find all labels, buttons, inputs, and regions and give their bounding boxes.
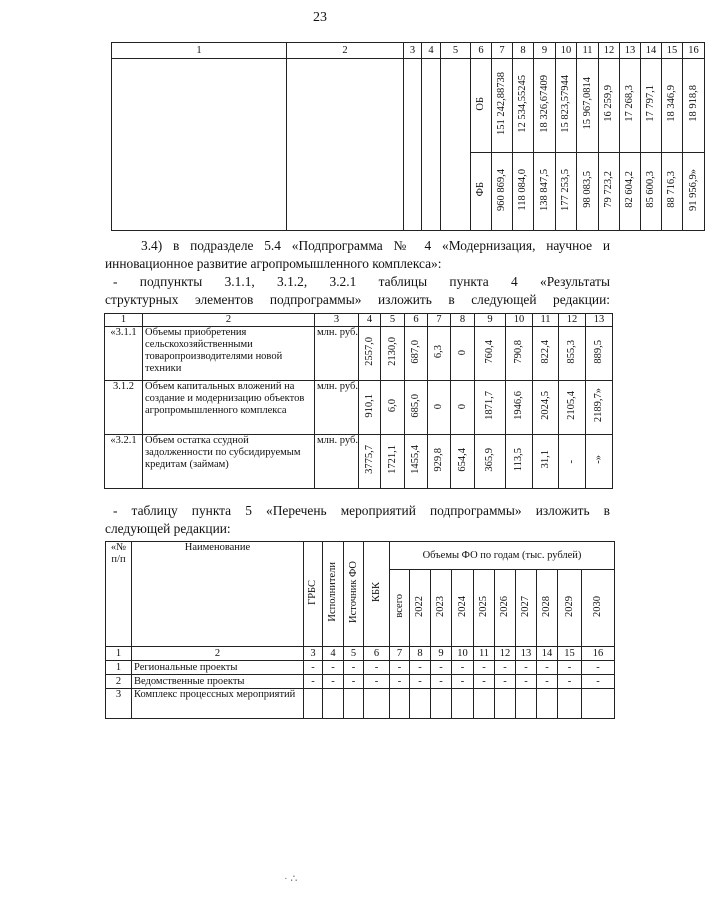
column-header: 7	[428, 314, 451, 327]
value-cell: 1455,4	[410, 445, 421, 474]
column-header: 7	[492, 43, 513, 59]
value-cell: 889,5	[593, 339, 604, 364]
column-header: 2029	[558, 570, 582, 647]
column-header: 13	[516, 647, 537, 661]
value-cell: 98 083,5	[581, 171, 593, 208]
column-header: 16	[683, 43, 705, 59]
paragraph-line: следующей редакции:	[105, 521, 231, 536]
column-header: 3	[404, 43, 422, 59]
column-header: 3	[315, 314, 359, 327]
value-cell: 177 253,5	[560, 168, 571, 211]
header-volumes: Объемы ФО по годам (тыс. рублей)	[390, 542, 615, 570]
column-header: 12	[559, 314, 586, 327]
results-table	[104, 313, 613, 489]
value-cell: 16 259,9	[603, 85, 614, 122]
row-number: «3.2.1	[105, 435, 143, 489]
value-cell: 790,8	[513, 339, 524, 364]
paragraph-line: структурных элементов подпрограммы» изложить в следующей редакции:	[105, 292, 610, 307]
table-row	[105, 435, 613, 489]
indicator-name: Объем остатка ссудной задолженности по субсидируемым кредитам (займам)	[143, 435, 315, 489]
row-number: 3.1.2	[105, 381, 143, 435]
value-cell: 79 723,2	[603, 171, 614, 208]
column-header: 14	[641, 43, 662, 59]
column-header: 8	[410, 647, 431, 661]
table-header-row	[112, 43, 705, 59]
column-header: 9	[475, 314, 506, 327]
value-cell: 85 600,3	[645, 171, 656, 208]
row-number: 2	[106, 675, 132, 689]
column-header: 4	[359, 314, 381, 327]
column-header: 9	[534, 43, 556, 59]
column-header: 6	[471, 43, 492, 59]
value-cell: 0	[456, 404, 468, 410]
value-cell: 1946,6	[513, 391, 524, 420]
header-source: Источник ФО	[347, 561, 359, 623]
column-number-row	[106, 647, 615, 661]
column-header: 4	[422, 43, 441, 59]
value-cell: 151 242,88738	[496, 72, 507, 135]
table-row	[106, 689, 615, 719]
scan-marks: · ∴	[284, 873, 298, 885]
column-header: 11	[533, 314, 559, 327]
column-header: 11	[577, 43, 599, 59]
source-cell: ОБ	[471, 59, 492, 153]
table-row	[112, 59, 705, 153]
paragraph-line: - таблицу пункта 5 «Перечень мероприятий подпрограммы» изложить в	[113, 503, 610, 518]
value-cell: 138 847,5	[538, 168, 550, 211]
value-cell: 960 869,4	[496, 168, 507, 211]
column-header: 14	[537, 647, 558, 661]
unit-cell: млн. руб.	[315, 327, 359, 381]
indicator-name: Объем капитальных вложений на создание и модернизацию объектов агропромышленного комплекса	[143, 381, 315, 435]
column-header: 9	[431, 647, 452, 661]
unit-cell: млн. руб.	[315, 435, 359, 489]
column-header: 2022	[410, 570, 431, 647]
header-name: Наименование	[132, 542, 304, 647]
column-header: 5	[381, 314, 405, 327]
value-cell: 2105,4	[566, 391, 577, 420]
table-row	[105, 381, 613, 435]
row-name: Региональные проекты	[132, 661, 304, 675]
value-cell: 2557,0	[363, 337, 375, 366]
header-kbk: КБК	[370, 581, 382, 603]
column-header: 5	[441, 43, 471, 59]
column-header: 10	[452, 647, 474, 661]
page-number: 23	[313, 10, 327, 25]
value-cell: 760,4	[484, 339, 495, 364]
column-header: 2	[132, 647, 304, 661]
column-header: 6	[405, 314, 428, 327]
header-executors: Исполнители	[327, 562, 338, 622]
value-cell: 855,3	[566, 339, 577, 364]
column-header: 7	[390, 647, 410, 661]
value-cell: 910,1	[363, 393, 375, 418]
value-cell: 687,0	[410, 339, 421, 364]
row-number: 3	[106, 689, 132, 719]
value-cell: 88 716,3	[666, 171, 677, 208]
unit-cell: млн. руб.	[315, 381, 359, 435]
value-cell: 2130,0	[386, 337, 398, 366]
column-header: 8	[513, 43, 534, 59]
column-header: 8	[451, 314, 475, 327]
column-header: 13	[620, 43, 641, 59]
column-header: 1	[112, 43, 287, 59]
value-cell: -»	[593, 455, 604, 464]
column-header: 10	[556, 43, 577, 59]
column-header: 12	[599, 43, 620, 59]
header-number: «№ п/п	[106, 542, 132, 647]
table-header-row	[105, 314, 613, 327]
column-header: 1	[106, 647, 132, 661]
value-cell: 17 268,3	[624, 85, 635, 122]
column-header: 15	[662, 43, 683, 59]
source-cell: ФБ	[471, 153, 492, 231]
indicator-name: Объемы приобретения сельскохозяйственными товаропроизводителями новой техники	[143, 327, 315, 381]
column-header: 2024	[452, 570, 474, 647]
paragraph-line: инновационное развитие агропромышленного комплекса»:	[105, 256, 442, 271]
table-row: 2 Ведомственные проекты - - - - - - - - - - - - - -	[106, 675, 615, 689]
value-cell: 18 346,9	[666, 85, 677, 122]
value-cell: 3775,7	[363, 445, 375, 474]
value-cell: 113,5	[513, 447, 524, 472]
value-cell: 822,4	[539, 339, 551, 364]
row-number: «3.1.1	[105, 327, 143, 381]
activities-table	[105, 541, 615, 719]
row-name: Комплекс процессных мероприятий	[132, 689, 304, 719]
value-cell: 91 956,9»	[687, 168, 699, 211]
column-header: 2023	[431, 570, 452, 647]
table-row	[105, 327, 613, 381]
value-cell: 1871,7	[484, 391, 495, 420]
column-header: 2030	[582, 570, 615, 647]
value-cell: 365,9	[484, 447, 495, 472]
value-cell: 0	[433, 404, 444, 410]
column-header: 2026	[495, 570, 516, 647]
column-header: 5	[344, 647, 364, 661]
value-cell: 31,1	[539, 450, 551, 469]
column-header: 2028	[537, 570, 558, 647]
column-header: 2	[287, 43, 404, 59]
value-cell: 929,8	[433, 447, 444, 472]
column-header: 15	[558, 647, 582, 661]
value-cell: 6,0	[386, 398, 398, 413]
column-header: всего	[390, 570, 410, 647]
table-row: 1 Региональные проекты - - - - - - - - - - - - - -	[106, 661, 615, 675]
column-header: 1	[105, 314, 143, 327]
value-cell: 6,3	[433, 344, 444, 359]
paragraph-line: - подпункты 3.1.1, 3.1.2, 3.2.1 таблицы пункта 4 «Результаты	[113, 274, 610, 289]
column-header: 2027	[516, 570, 537, 647]
column-header: 12	[495, 647, 516, 661]
value-cell: 654,4	[456, 447, 468, 472]
column-header: 16	[582, 647, 615, 661]
value-cell: 118 084,0	[517, 168, 528, 211]
row-name: Ведомственные проекты	[132, 675, 304, 689]
row-number: 1	[106, 661, 132, 675]
budget-table	[111, 42, 705, 231]
column-header: 10	[506, 314, 533, 327]
value-cell: 2189,7»	[593, 388, 604, 423]
column-header: 4	[323, 647, 344, 661]
column-header: 13	[586, 314, 613, 327]
column-header: 11	[474, 647, 495, 661]
value-cell: 12 534,55245	[517, 74, 528, 133]
value-cell: 18 326,67409	[538, 74, 550, 133]
value-cell: 15 967,0814	[581, 77, 593, 130]
paragraph-line: 3.4) в подразделе 5.4 «Подпрограмма № 4 «Модернизация, научное и	[141, 238, 610, 253]
column-header: 6	[364, 647, 390, 661]
value-cell: 2024,5	[539, 391, 551, 420]
value-cell: 82 604,2	[624, 171, 635, 208]
header-grbs: ГРБС	[307, 579, 318, 605]
value-cell: 1721,1	[386, 445, 398, 474]
column-header: 3	[304, 647, 323, 661]
value-cell: 0	[456, 350, 468, 356]
column-header: 2025	[474, 570, 495, 647]
column-header: 2	[143, 314, 315, 327]
value-cell: -	[566, 460, 577, 464]
value-cell: 15 823,57944	[560, 74, 571, 133]
value-cell: 685,0	[410, 393, 421, 418]
value-cell: 17 797,1	[645, 85, 656, 122]
value-cell: 18 918,8	[687, 85, 699, 122]
